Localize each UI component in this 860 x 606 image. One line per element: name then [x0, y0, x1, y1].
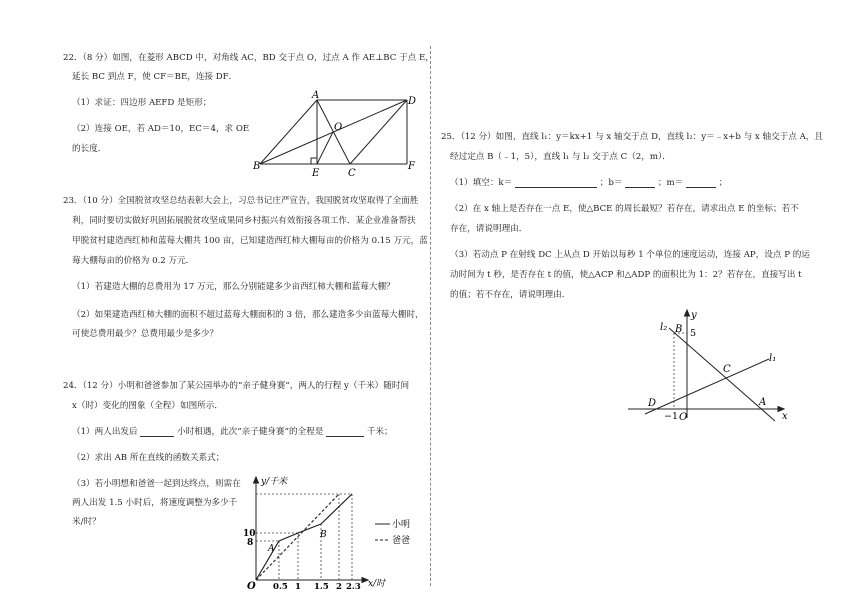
- answer-blank-2[interactable]: [326, 427, 364, 437]
- label-d: D: [408, 96, 417, 107]
- origin-label: O: [679, 412, 688, 423]
- line-l2-label: l₂: [660, 322, 668, 333]
- q22-sub2-line1: （2）连接 OE，若 AD＝10，EC＝4，求 OE: [72, 124, 250, 134]
- y-axis-label: y/千米: [261, 477, 288, 487]
- q25-stem-line1: 25．（12 分）如图，直线 l₁：y＝kx+1 与 x 轴交于点 D，直线 l₂：y＝﹣x+b 与 x 轴交于点 A，且: [441, 132, 823, 142]
- q25-sub1: [450, 178, 727, 188]
- rhombus-figure: [250, 92, 430, 182]
- q22-sub2-line2: 的长度．: [72, 144, 107, 154]
- q25-sub3-line1: （3）若动点 P 在射线 DC 上从点 D 开始以每秒 1 个单位的速度运动，连接 AP，设点 P 的运: [450, 250, 810, 260]
- x-tick-0-5: 0.5: [273, 582, 288, 592]
- x-tick-2-3: 2.3: [346, 582, 361, 592]
- q22-stem-line1: 22．（8 分）如图，在菱形 ABCD 中，对角线 AC，BD 交于点 O，过点 A 作 AE⊥BC 于点 E，: [63, 53, 434, 63]
- q25-sub2-line1: （2）在 x 轴上是否存在一点 E，使△BCE 的周长最短？若存在，请求出点 E 的坐标；若不: [450, 204, 799, 214]
- x-axis-label: x/时: [368, 579, 386, 589]
- label-a: A: [312, 90, 320, 101]
- label-e: E: [312, 168, 320, 179]
- y-tick-8: 8: [247, 538, 254, 548]
- answer-blank-b[interactable]: [625, 178, 655, 188]
- answer-blank-m[interactable]: [686, 178, 716, 188]
- point-d-label: D: [648, 398, 657, 409]
- q23-sub1: （1）若建造大棚的总费用为 17 万元，那么分别能建多少亩西红柿大棚和蓝莓大棚？: [72, 282, 395, 292]
- q25-sub3-line3: 的值；若不存在，请说明理由．: [450, 290, 571, 300]
- point-a-label: A: [759, 397, 767, 408]
- q24-stem-line1: 24．（12 分）小明和爸爸参加了某公园举办的“亲子健身赛”，两人的行程 y（千米）随时间: [63, 381, 410, 391]
- q23-stem-line2: 利，同时要切实做好巩固拓展脱贫攻坚成果同乡村振兴有效衔接各项工作．某企业准备帮扶: [72, 216, 416, 226]
- q23-stem-line1: 23．（10 分）全国脱贫攻坚总结表彰大会上，习总书记庄严宣告，我国脱贫攻坚取得了全面胜: [63, 196, 419, 206]
- q25-sub1-end: ；: [718, 178, 728, 188]
- q24-sub1: [72, 427, 393, 437]
- q25-sub3-line2: 动时间为 t 秒，是否存在 t 的值，使△ACP 和△ADP 的面积比为 1：2？若存在，直接写出 t: [450, 270, 802, 280]
- line-l1-label: l₁: [769, 353, 777, 364]
- q24-sub2: （2）求出 AB 所在直线的函数关系式；: [72, 453, 225, 463]
- point-b-label: B: [675, 324, 683, 335]
- q22-stem-line2: 延长 BC 到点 F，使 CF＝BE，连接 DF．: [72, 72, 238, 82]
- tick-neg1-label: −1: [664, 411, 679, 422]
- x-tick-2: 2: [336, 582, 342, 592]
- q24-sub3-line3: 米/时？: [72, 517, 101, 527]
- point-c-label: C: [723, 364, 731, 375]
- x-tick-1-5: 1.5: [314, 582, 329, 592]
- q24-sub3-line1: （3）若小明想和爸爸一起到达终点，则需在: [72, 479, 241, 489]
- tick-5-label: 5: [690, 328, 697, 339]
- answer-blank-1[interactable]: [140, 427, 174, 437]
- q25-sub2-line2: 存在，请说明理由．: [450, 224, 528, 234]
- q22-sub1: （1）求证：四边形 AEFD 是矩形；: [72, 98, 212, 108]
- q24-sub1-part3: 千米；: [366, 427, 393, 437]
- label-b: B: [253, 161, 261, 172]
- q24-sub3-line2: 两人出发 1.5 小时后，将速度调整为多少千: [72, 498, 238, 508]
- q23-stem-line4: 莓大棚每亩的价格为 0.2 万元．: [72, 256, 195, 266]
- q25-sub1-k-label: （1）填空：k＝: [450, 178, 513, 188]
- x-tick-1: 1: [295, 582, 301, 592]
- q25-sub1-b-label: ；b＝: [599, 178, 623, 188]
- legend-baba: 爸爸: [392, 536, 411, 546]
- distance-time-graph: [240, 474, 425, 604]
- q25-stem-line2: 经过定点 B（﹣1，5），直线 l₁ 与 l₂ 交于点 C（2，m）．: [450, 152, 671, 162]
- point-b-label: B: [320, 530, 327, 540]
- answer-blank-k[interactable]: [515, 178, 597, 188]
- point-a-label: A: [268, 544, 275, 554]
- q24-stem-line2: x（时）变化的图象（全程）如图所示．: [72, 401, 223, 411]
- y-tick-10: 10: [243, 529, 256, 539]
- q24-sub1-part2: 小时相遇，此次“亲子健身赛”的全程是: [177, 427, 324, 437]
- legend-xiaoming: 小明: [392, 520, 411, 530]
- x-axis-label: x: [782, 411, 788, 422]
- label-o: O: [334, 122, 343, 133]
- coordinate-figure: [623, 303, 798, 423]
- q23-sub2-line1: （2）如果建造西红柿大棚的面积不超过蓝莓大棚面积的 3 倍，那么建造多少亩蓝莓大棚时，: [72, 310, 424, 320]
- right-column: [431, 0, 860, 606]
- q25-sub1-m-label: ；m＝: [657, 178, 684, 188]
- q24-sub1-part1: （1）两人出发后: [72, 427, 138, 437]
- y-axis-label: y: [691, 310, 697, 321]
- label-c: C: [348, 168, 356, 179]
- q23-sub2-line2: 可使总费用最少？总费用最少是多少？: [72, 329, 219, 339]
- origin-label: O: [247, 581, 256, 592]
- label-f: F: [408, 161, 415, 172]
- q23-stem-line3: 甲脱贫村建造西红柿和蓝莓大棚共 100 亩，已知建造西红柿大棚每亩的价格为 0.15 万元，蓝: [72, 236, 428, 246]
